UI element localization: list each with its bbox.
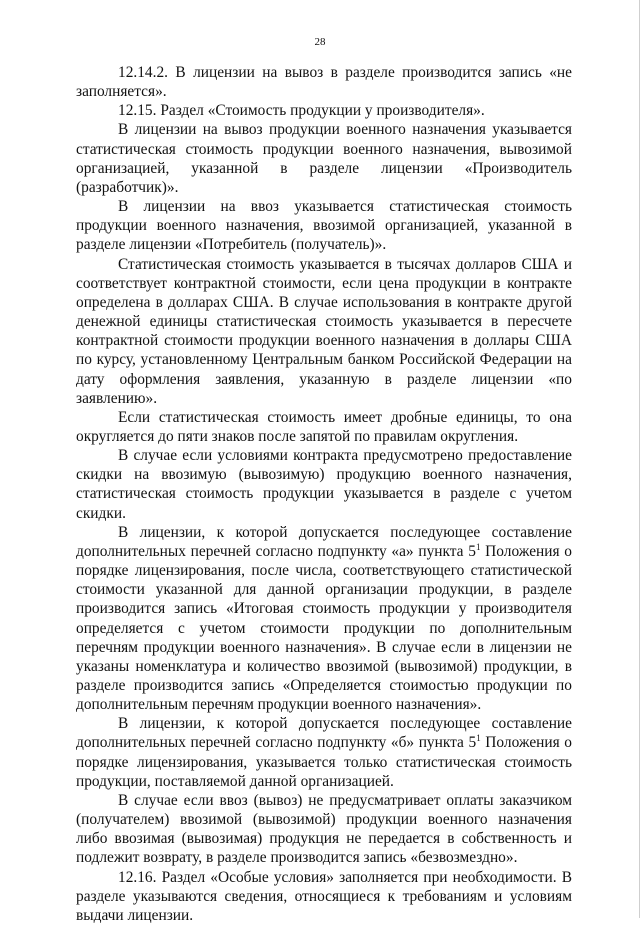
paragraph-discount: В случае если условиями контракта предусмотрено предоставление скидки на ввозимую (вывозимую) продукцию военного назначения, статистическая стоимость продукции указывается в разделе с учетом скидки.: [76, 447, 572, 522]
paragraph-text-part: Положения о порядке лицензирования, указывается только статистическая стоимость продукции, поставляемой данной организацией.: [76, 734, 572, 790]
superscript-index: 1: [476, 733, 481, 744]
paragraph-text-part: В лицензии, к которой допускается последующее составление дополнительных перечней согласно подпункту «б» пункта 5: [76, 715, 572, 752]
document-body: [76, 63, 572, 925]
paragraph-12-14-2: 12.14.2. В лицензии на вывоз в разделе производится запись «не заполняется».: [76, 64, 572, 101]
paragraph-usd-value: Статистическая стоимость указывается в тысячах долларов США и соответствует контрактной стоимости, если цена продукции в контракте определена в долларах США. В случае использования в контракте другой денежной единицы статистическая стоимость указывается в пересчете контрактной стоимости продукции военного назначения в доллары США по курсу, установленному Центральным банком Российской Федерации на дату оформления заявления, указанную в разделе лицензии «по заявлению».: [76, 255, 572, 407]
paragraph-text-part: В лицензии, к которой допускается последующее составление дополнительных перечней согласно подпункту «а» пункта 5: [76, 523, 572, 560]
paragraph-additional-lists-b: [76, 714, 572, 791]
paragraph-additional-lists-a: [76, 523, 572, 715]
paragraph-12-16-special-conditions: 12.16. Раздел «Особые условия» заполняется при необходимости. В разделе указываются сведения, относящиеся к требованиям и условиям выдачи лицензии.: [76, 868, 572, 924]
superscript-index: 1: [475, 541, 481, 552]
paragraph-12-15-heading: 12.15. Раздел «Стоимость продукции у производителя».: [118, 102, 485, 120]
paragraph-rounding: Если статистическая стоимость имеет дробные единицы, то она округляется до пяти знаков после запятой по правилам округления.: [76, 408, 572, 445]
page-number: 28: [314, 36, 326, 48]
paragraph-free-of-charge: В случае если ввоз (вывоз) не предусматривает оплаты заказчиком (получателем) ввозимой (вывозимой) продукции военного назначения либо ввозимая (вывозимая) продукция не передается в собственность и подлежит возврату, в разделе производится запись «безвозмездно».: [76, 791, 572, 867]
paragraph-text-part: Положения о порядке лицензирования, после числа, соответствующего статистической стоимости указанной для данной организации продукции, в разделе производится запись «Итоговая стоимость продукции у производителя определяется с учетом стоимости продукции по дополнительным перечням продукции военного назначения». В случае если в лицензии не указаны номенклатура и количество ввозимой (вывозимой) продукции, в разделе производится запись «Определяется стоимостью продукции по дополнительным перечням продукции военного назначения».: [76, 542, 572, 714]
paragraph-export-license-value: В лицензии на вывоз продукции военного назначения указывается статистическая стоимость продукции военного назначения, вывозимой организацией, указанной в разделе лицензии «Производитель (разработчик)».: [76, 121, 572, 196]
paragraph-import-license-value: В лицензии на ввоз указывается статистическая стоимость продукции военного назначения, ввозимой организацией, указанной в разделе лицензии «Потребитель (получатель)».: [76, 198, 572, 254]
